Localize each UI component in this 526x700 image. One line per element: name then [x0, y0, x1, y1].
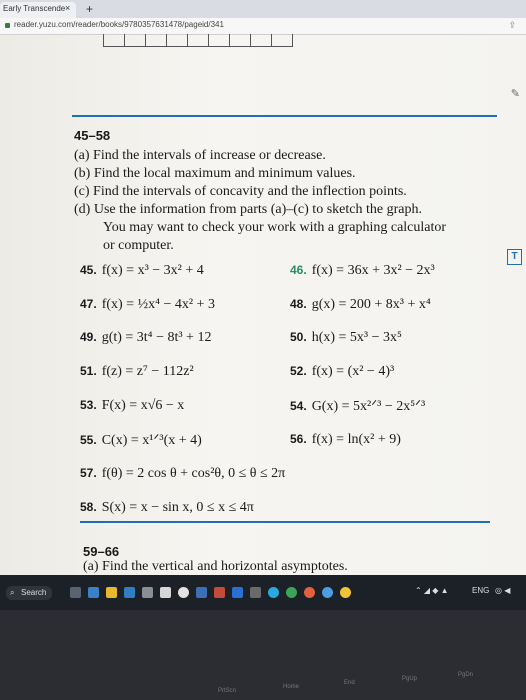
instruction-label: (a): [74, 148, 90, 163]
language-indicator[interactable]: ENG: [472, 586, 490, 595]
problem-expr: g(t) = 3t⁴ − 8t³ + 12: [101, 330, 212, 345]
app-icon[interactable]: [160, 587, 171, 598]
ebook-page: [0, 35, 526, 575]
browser-tab[interactable]: [0, 2, 76, 18]
problem-expr: F(x) = x√6 − x: [101, 398, 185, 413]
problem-expr: f(x) = (x² − 4)³: [311, 364, 395, 379]
problem-number: 49.: [80, 330, 97, 344]
problem-number: 58.: [80, 500, 97, 514]
section-number: 59–66: [83, 544, 120, 559]
instruction-text: Find the vertical and horizontal asymptotes.: [102, 559, 348, 574]
key-label: PgDn: [458, 672, 474, 678]
problem-expr: f(x) = ln(x² + 9): [311, 432, 401, 447]
browser-tab-bar: [0, 0, 526, 18]
chrome-icon[interactable]: [178, 587, 189, 598]
instruction-d: [74, 202, 422, 218]
share-icon[interactable]: ⇪: [508, 20, 516, 30]
app-icon[interactable]: [88, 587, 99, 598]
terminal-icon[interactable]: [250, 587, 261, 598]
problem-expr: f(x) = x³ − 3x² + 4: [101, 263, 204, 278]
problem-52: [290, 364, 394, 380]
instruction-d-cont2: or computer.: [103, 238, 174, 253]
chrome-icon[interactable]: [340, 587, 351, 598]
search-label: Search: [21, 588, 47, 597]
close-icon[interactable]: ×: [65, 3, 71, 13]
edit-icon[interactable]: ✎: [510, 88, 520, 100]
key-label: End: [344, 680, 355, 686]
app-icon[interactable]: [196, 587, 207, 598]
taskbar: [0, 575, 526, 610]
instruction-a-59: [83, 559, 348, 575]
laptop-keyboard: [0, 610, 526, 700]
app-icon[interactable]: [214, 587, 225, 598]
app-icon[interactable]: [286, 587, 297, 598]
app-icon[interactable]: [268, 587, 279, 598]
problem-expr: g(x) = 200 + 8x³ + x⁴: [311, 297, 431, 312]
side-tab[interactable]: T: [507, 249, 522, 265]
problem-number: 45.: [80, 263, 97, 277]
problem-expr: f(x) = 36x + 3x² − 2x³: [311, 263, 435, 278]
problem-45: [80, 263, 204, 279]
address-bar[interactable]: [0, 18, 526, 35]
problem-expr: h(x) = 5x³ − 3x⁵: [311, 330, 402, 345]
problem-number: 51.: [80, 364, 97, 378]
problem-53: [80, 398, 184, 414]
lock-icon: [5, 23, 10, 28]
store-icon[interactable]: [142, 587, 153, 598]
instruction-label: (a): [83, 559, 99, 574]
tray-icons[interactable]: ⌃ ◢ ◆ ▲: [415, 586, 449, 595]
wifi-icon[interactable]: ◎ ◀: [495, 586, 511, 595]
key-label: Home: [283, 684, 300, 690]
problem-number: 50.: [290, 330, 307, 344]
instruction-label: (b): [74, 166, 91, 181]
problem-number: 46.: [290, 263, 307, 277]
problem-number: 54.: [290, 399, 307, 413]
problem-number: 53.: [80, 398, 97, 412]
problem-55: [80, 432, 202, 449]
folder-icon[interactable]: [106, 587, 117, 598]
task-view-icon[interactable]: [70, 587, 81, 598]
problem-number: 52.: [290, 364, 307, 378]
problem-expr: G(x) = 5x²ᐟ³ − 2x⁵ᐟ³: [311, 399, 426, 414]
problem-50: [290, 330, 402, 346]
problem-58: [80, 500, 254, 516]
problem-number: 55.: [80, 433, 97, 447]
problem-51: [80, 364, 194, 380]
problem-number: 48.: [290, 297, 307, 311]
section-divider: [72, 115, 497, 117]
instruction-text: Use the information from parts (a)–(c) to sketch the graph.: [93, 202, 422, 217]
problem-number: 56.: [290, 432, 307, 446]
instruction-text: Find the local maximum and minimum values.: [93, 166, 356, 181]
instruction-a: [74, 148, 326, 164]
chrome-icon[interactable]: [322, 587, 333, 598]
chrome-icon[interactable]: [304, 587, 315, 598]
instruction-label: (c): [74, 184, 90, 199]
tab-title: Early Transcende: [3, 4, 66, 13]
instruction-c: [74, 184, 407, 200]
problem-expr: f(θ) = 2 cos θ + cos²θ, 0 ≤ θ ≤ 2π: [101, 466, 286, 481]
taskbar-search[interactable]: [6, 586, 52, 600]
key-label: PgUp: [402, 676, 418, 682]
instruction-text: Find the intervals of concavity and the inflection points.: [93, 184, 407, 199]
problem-expr: S(x) = x − sin x, 0 ≤ x ≤ 4π: [101, 500, 254, 515]
problem-number: 57.: [80, 466, 97, 480]
problem-54: [290, 398, 425, 415]
problem-46: [290, 263, 435, 279]
section-divider: [80, 521, 490, 523]
problem-48: [290, 297, 431, 313]
instruction-text: Find the intervals of increase or decrease.: [93, 148, 326, 163]
app-icon[interactable]: [232, 587, 243, 598]
problem-expr: f(x) = ½x⁴ − 4x² + 3: [101, 297, 215, 312]
section-number: 45–58: [74, 128, 111, 143]
problem-number: 47.: [80, 297, 97, 311]
edge-icon[interactable]: [124, 587, 135, 598]
problem-49: [80, 330, 211, 346]
new-tab-button[interactable]: +: [86, 2, 94, 16]
instruction-b: [74, 166, 356, 182]
page-header-boxes: [103, 34, 292, 47]
search-icon: ⌕: [10, 588, 15, 597]
problem-57: [80, 466, 285, 482]
url-text[interactable]: reader.yuzu.com/reader/books/9780357631478/pageid/341: [14, 20, 224, 29]
problem-56: [290, 432, 401, 448]
instruction-d-cont: You may want to check your work with a graphing calculator: [103, 220, 447, 235]
problem-expr: C(x) = x¹ᐟ³(x + 4): [101, 433, 202, 448]
instruction-label: (d): [74, 202, 91, 217]
problem-expr: f(z) = z⁷ − 112z²: [101, 364, 194, 379]
key-label: PrtScn: [218, 688, 237, 694]
problem-47: [80, 297, 215, 313]
